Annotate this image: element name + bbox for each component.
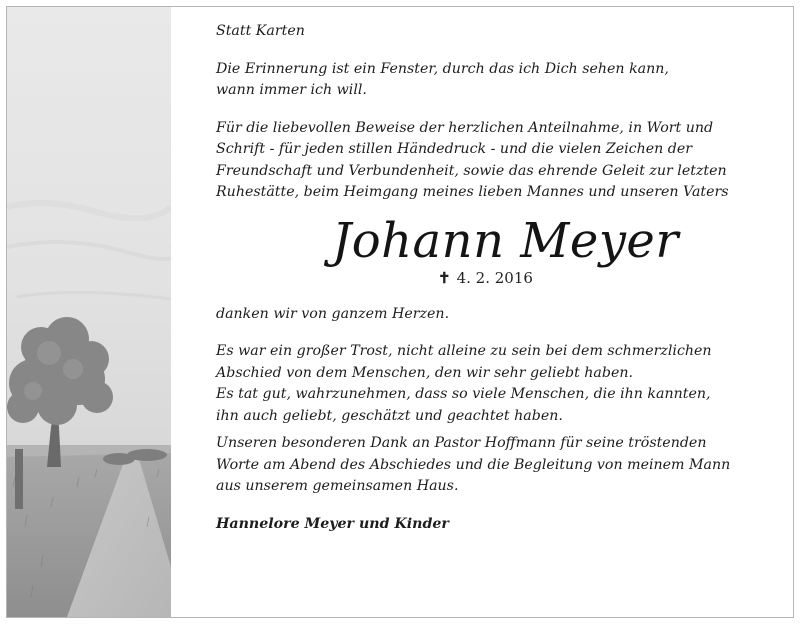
paragraph-line: ihn auch geliebt, geschätzt und geachtet haben. <box>216 407 563 424</box>
death-date: 4. 2. 2016 <box>456 268 533 287</box>
quote-line: wann immer ich will. <box>216 82 367 98</box>
paragraph-line: Worte am Abend des Abschiedes und die Begleitung von meinem Mann <box>216 456 731 473</box>
death-date-line <box>438 268 776 288</box>
thanks-line: danken wir von ganzem Herzen. <box>216 305 450 322</box>
intro-line: Für die liebevollen Beweise der herzlichen Anteilnahme, in Wort und <box>216 119 714 136</box>
paragraph-line: Abschied von dem Menschen, den wir sehr geliebt haben. <box>216 364 634 381</box>
intro-line: Ruhestätte, beim Heimgang meines lieben Mannes und unseren Vaters <box>216 184 729 200</box>
cross-icon: ✝ <box>438 268 451 287</box>
deceased-name: Johann Meyer <box>332 212 679 269</box>
intro-line: Schrift - für jeden stillen Händedruck - und die vielen Zeichen der <box>216 141 693 157</box>
obituary-card <box>6 6 794 618</box>
landscape-tree-icon <box>7 7 171 617</box>
signature: Hannelore Meyer und Kinder <box>216 515 449 532</box>
quote-line: Die Erinnerung ist ein Fenster, durch das ich Dich sehen kann, <box>216 60 669 77</box>
paragraph-line: Es tat gut, wahrzunehmen, dass so viele Menschen, die ihn kannten, <box>216 386 711 402</box>
paragraph-line: Unseren besonderen Dank an Pastor Hoffmann für seine tröstenden <box>216 435 707 451</box>
header-line: Statt Karten <box>216 23 305 39</box>
obituary-text <box>216 21 776 535</box>
paragraph-line: Es war ein großer Trost, nicht alleine zu sein bei dem schmerzlichen <box>216 343 712 359</box>
paragraph-line: aus unserem gemeinsamen Haus. <box>216 478 459 494</box>
intro-line: Freundschaft und Verbundenheit, sowie das ehrende Geleit zur letzten <box>216 162 727 179</box>
landscape-photo <box>7 7 171 617</box>
